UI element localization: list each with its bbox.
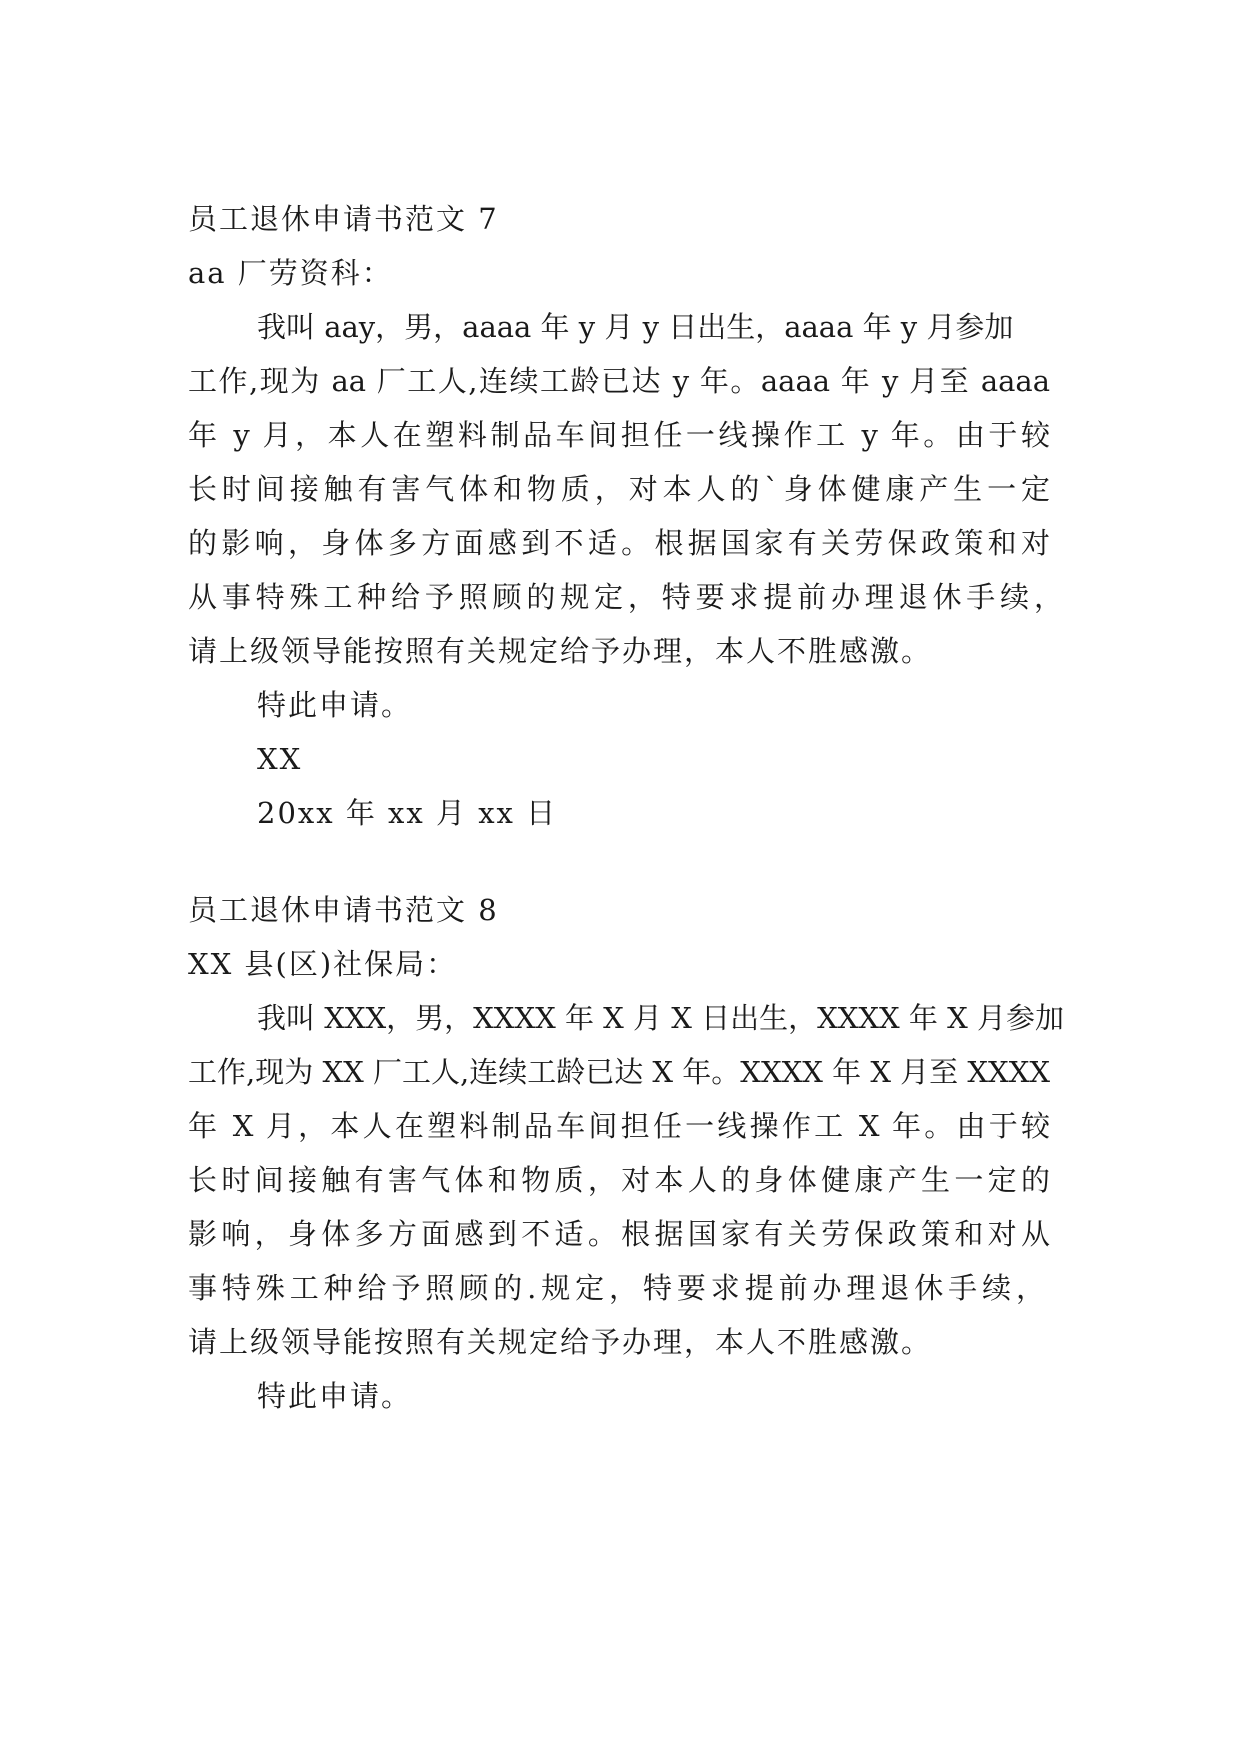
- section-7-title: 员工退休申请书范文 7: [188, 202, 499, 236]
- section-7-signature: XX: [257, 742, 303, 776]
- section-8-body-line-1: 我叫 XXX，男，XXXX 年 X 月 X 日出生，XXXX 年 X 月参加: [257, 1001, 1065, 1035]
- section-8-salutation: XX 县(区)社保局：: [188, 947, 458, 981]
- section-7-body-line-4: 长时间接触有害气体和物质，对本人的`身体健康产生一定: [188, 472, 1050, 506]
- section-8-body-line-5: 影响，身体多方面感到不适。根据国家有关劳保政策和对从: [188, 1217, 1050, 1251]
- section-7-body-line-5: 的影响，身体多方面感到不适。根据国家有关劳保政策和对: [188, 526, 1050, 560]
- section-8-body-line-3: 年 X 月，本人在塑料制品车间担任一线操作工 X 年。由于较: [188, 1109, 1050, 1143]
- section-8-closing: 特此申请。: [257, 1379, 413, 1413]
- section-7-closing: 特此申请。: [257, 688, 413, 722]
- section-8-body-line-7: 请上级领导能按照有关规定给予办理，本人不胜感激。: [188, 1325, 933, 1359]
- section-7-body-line-1: 我叫 aay，男，aaaa 年 y 月 y 日出生，aaaa 年 y 月参加: [257, 310, 1014, 344]
- section-8-title: 员工退休申请书范文 8: [188, 893, 499, 927]
- section-7-body-line-6: 从事特殊工种给予照顾的规定，特要求提前办理退休手续，: [188, 580, 1063, 614]
- section-7-body-line-2: 工作,现为 aa 厂工人,连续工龄已达 y 年。aaaa 年 y 月至 aaaa: [188, 364, 1050, 398]
- section-8-body-line-4: 长时间接触有害气体和物质，对本人的身体健康产生一定的: [188, 1163, 1050, 1197]
- section-8-body-line-6: 事特殊工种给予照顾的.规定，特要求提前办理退休手续，: [188, 1271, 1045, 1305]
- section-8-body-line-2: 工作,现为 XX 厂工人,连续工龄已达 X 年。XXXX 年 X 月至 XXXX: [188, 1055, 1050, 1089]
- section-7-salutation: aa 厂劳资科：: [188, 256, 393, 290]
- section-7-body-line-3: 年 y 月，本人在塑料制品车间担任一线操作工 y 年。由于较: [188, 418, 1050, 452]
- section-7-body-line-7: 请上级领导能按照有关规定给予办理，本人不胜感激。: [188, 634, 933, 668]
- section-7-date: 20xx 年 xx 月 xx 日: [257, 796, 558, 830]
